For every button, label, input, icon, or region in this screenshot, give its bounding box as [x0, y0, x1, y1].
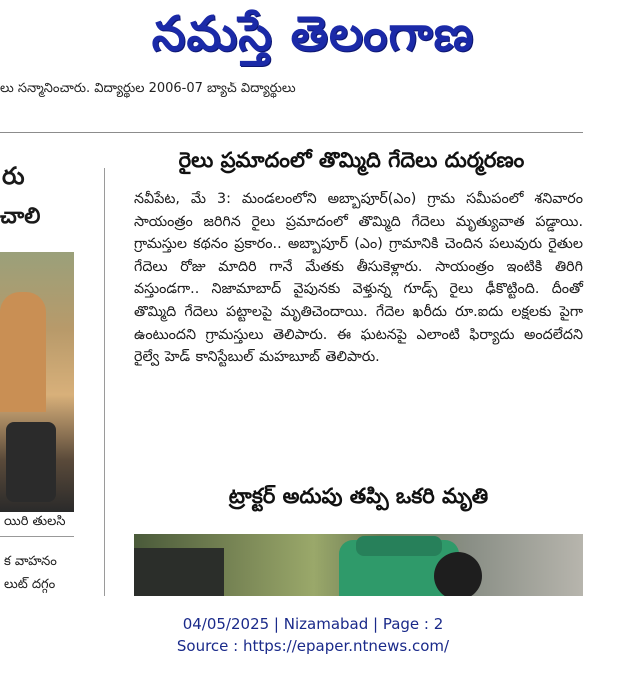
tractor-wheel — [434, 552, 482, 596]
masthead — [0, 0, 626, 72]
source-link: Source : https://epaper.ntnews.com/ — [176, 637, 450, 655]
article1-headline: రైలు ప్రమాదంలో తొమ్మిది గేదెలు దుర్మరణం — [178, 148, 525, 172]
left-photo-caption: యిరి తులసి — [4, 514, 66, 529]
article2-headline: ట్రాక్టర్ అదుపు తప్పి ఒకరి మృతి — [228, 484, 489, 508]
column-divider — [104, 168, 105, 596]
left-headline-line1: రు — [2, 162, 25, 190]
tractor-hood — [356, 536, 442, 556]
person-figure — [0, 292, 46, 412]
left-headline-line2: చాలి — [0, 204, 41, 229]
left-photo — [0, 252, 74, 512]
left-text-line1: క వాహనం — [4, 554, 57, 569]
left-caption-divider — [0, 536, 74, 537]
newspaper-logo: నమస్తే తెలంగాణ — [151, 6, 475, 62]
article2-photo — [134, 534, 583, 596]
edition-info: 04/05/2025 | Nizamabad | Page : 2 — [182, 615, 444, 633]
wrecked-vehicle — [134, 548, 224, 596]
cut-off-text-strip: లు సన్మానించారు. విద్యార్థుల 2006-07 బ్యాచ్ విద్యార్థులు — [0, 82, 296, 96]
left-text-line2: లుట్ దగ్గం — [4, 577, 56, 592]
source-footer — [0, 613, 626, 657]
top-divider — [0, 132, 583, 133]
article1-body: నవీపేట, మే 3: మండలంలోని అబ్బాపూర్(ఎం) గ్రామ సమీపంలో శనివారం సాయంత్రం జరిగిన రైలు ప్రమాదంలో తొమ్మిది గేదెలు మృత్యువాత పడ్డాయి. గ్రామస్తుల కథనం ప్రకారం.. అబ్బాపూర్ (ఎం) గ్రామానికి చెందిన పలువురు రైతుల గేదెలు రోజు మాదిరి గానే మేతకు తీసుకెళ్లారు. సాయంత్రం ఇంటికి తిరిగి వస్తుండగా.. నిజామాబాద్ వైపునకు వెళ్తున్న గూడ్స్ రైలు ఢీకొట్టింది. దీంతో తొమ్మిది గేదెలు పట్టాలపై మృతిచెందాయి. గేదెల ఖరీదు రూ.ఐదు లక్షలకు పైగా ఉంటుందని గ్రామస్తులు తెలిపారు. ఈ ఘటనపై ఎలాంటి ఫిర్యాదు అందలేదని రైల్వే హెడ్ కానిస్టేబుల్ మహబూబ్ తెలిపారు. — [134, 191, 583, 366]
left-column-clipping — [0, 140, 100, 596]
vehicle-figure — [6, 422, 56, 502]
